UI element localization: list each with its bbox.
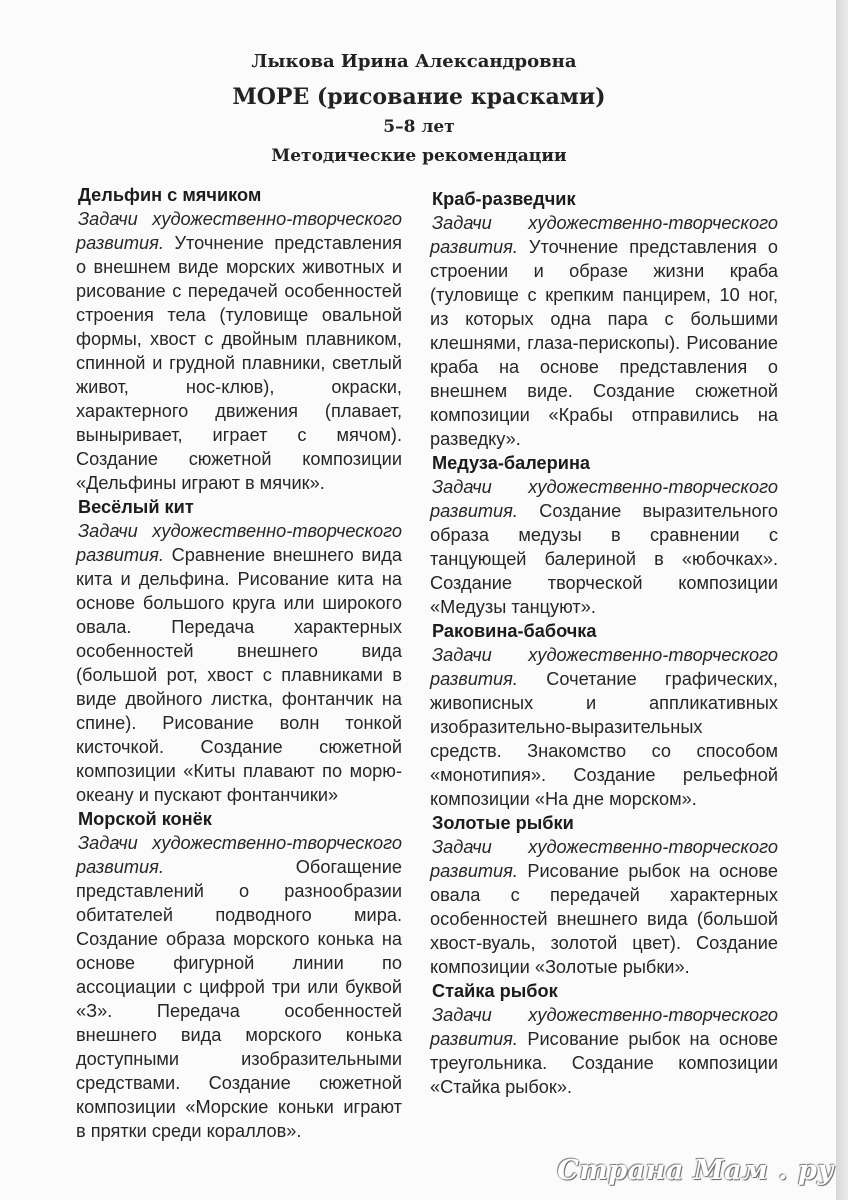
age-range: 5–8 лет [383,117,455,137]
left-column [76,183,402,1143]
section-lead: Задачи художественно-творческого развития. [76,521,402,565]
section-lead: Задачи художественно-творческого развития. [430,477,778,521]
page-title: МОРЕ (рисование красками) [232,84,606,110]
section-body [430,211,778,451]
section-title: Медуза-балерина [432,453,591,473]
section-title: Морской конёк [78,809,212,829]
section-lead: Задачи художественно-творческого развития. [76,833,402,877]
section-title: Золотые рыбки [432,813,574,833]
page-edge [836,0,848,1200]
section-shell [430,619,778,811]
section-text: Сравнение внешнего вида кита и дельфина. Рисование кита на основе большого круга или широкого овала. Передача характерных особенностей внешнего вида (большой рот, хвост с плавниками в виде двойного листка, фонтанчик на спине). Рисование волн тонкой кисточкой. Создание сюжетной композиции «Киты плавают по морю-океану и пускают фонтанчики» [76,545,402,805]
section-lead: Задачи художественно-творческого развития. [430,837,778,881]
section-goldfish [430,811,778,979]
section-dolphin [76,183,402,495]
section-title: Раковина-бабочка [432,621,597,641]
section-fish-school [430,979,778,1099]
author-name: Лыкова Ирина Александровна [251,51,577,72]
section-whale [76,495,402,807]
section-body [430,1003,778,1099]
section-title: Стайка рыбок [432,981,558,1001]
section-body [430,835,778,979]
section-body [430,475,778,619]
site-watermark: Страна Мам . ру [557,1155,834,1186]
section-text: Уточнение представления о строении и образе жизни краба (туловище с крепким панцирем, 10 ног, из которых одна пара с большими клешнями, глаза-перископы). Рисование краба на основе представления о внешнем виде. Создание сюжетной композиции «Крабы отправились на разведку». [430,237,778,449]
section-text: Создание выразительного образа медузы в сравнении с танцующей балериной в «юбочках». Создание творческой композиции «Медузы танцуют». [430,501,778,617]
page-subtitle: Методические рекомендации [271,146,567,166]
section-text: Рисование рыбок на основе овала с передачей характерных особенностей внешнего вида (большой хвост-вуаль, золотой цвет). Создание композиции «Золотые рыбки». [430,861,778,977]
section-text: Обогащение представлений о разнообразии обитателей подводного мира. Создание образа морского конька на основе фигурной линии по ассоциации с цифрой три или буквой «З». Передача особенностей внешнего вида морского конька доступными изобразительными средствами. Создание сюжетной композиции «Морские коньки играют в прятки среди кораллов». [76,857,402,1141]
section-text: Рисование рыбок на основе треугольника. Создание композиции «Стайка рыбок». [430,1029,778,1097]
section-title: Краб-разведчик [432,189,576,209]
section-lead: Задачи художественно-творческого развития. [430,213,778,257]
right-column [430,187,778,1099]
section-text: Уточнение представления о внешнем виде морских животных и рисование с передачей особенностей строения тела (туловище овальной формы, хвост с двойным плавником, спинной и грудной плавники, светлый живот, нос-клюв), окраски, характерного движения (плавает, выныривает, играет с мячом). Создание сюжетной композиции «Дельфины играют в мячик». [76,233,402,493]
section-title: Дельфин с мячиком [78,185,262,205]
section-body [76,831,402,1143]
section-seahorse [76,807,402,1143]
section-lead: Задачи художественно-творческого развития. [430,1005,778,1049]
section-lead: Задачи художественно-творческого развития. [76,209,402,253]
section-title: Весёлый кит [78,497,194,517]
section-text: Сочетание графических, живописных и аппликативных изобразительно-выразительных средств. Знакомство со способом «монотипия». Создание рельефной композиции «На дне морском». [430,669,778,809]
section-jellyfish [430,451,778,619]
section-body [76,207,402,495]
section-body [430,643,778,811]
section-body [76,519,402,807]
section-lead: Задачи художественно-творческого развития. [430,645,778,689]
section-crab [430,187,778,451]
